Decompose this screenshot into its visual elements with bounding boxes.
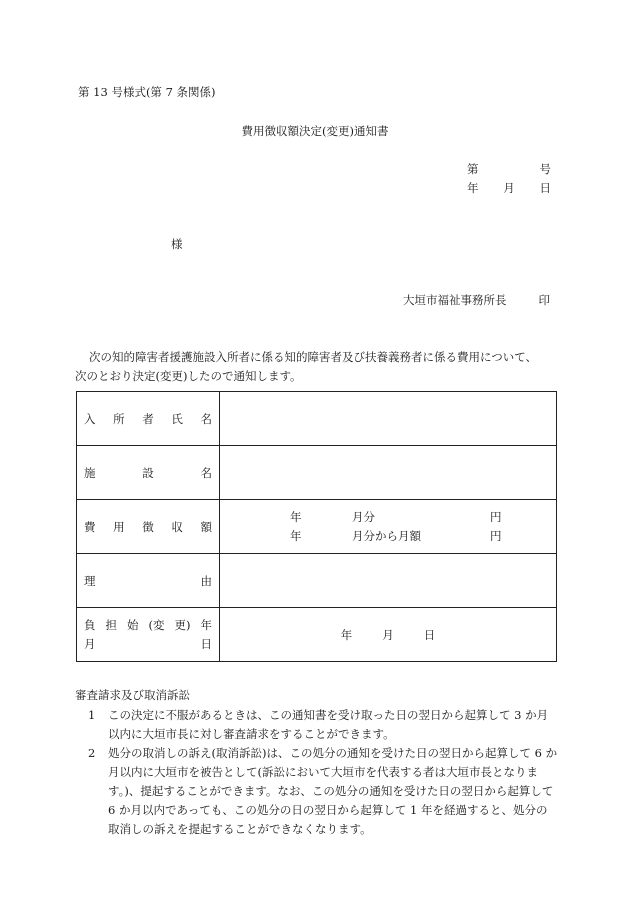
facility-name-label: 施 設 名 (84, 465, 212, 480)
table-row-reason (77, 554, 557, 608)
seal-mark: 印 (538, 293, 550, 307)
appeal-item (88, 744, 558, 839)
appeal-item (88, 706, 558, 744)
notice-body-line1: 次の知的障害者援護施設入所者に係る知的障害者及び扶養義務者に係る費用について、 (89, 350, 538, 364)
fee-row-monthly: 年 月分から月額 円 (290, 528, 502, 543)
notice-body-line2: 次のとおり決定(変更)したので通知します。 (75, 369, 302, 383)
document-number (467, 161, 551, 177)
table-row-start-date (77, 608, 557, 662)
reason-label: 理 由 (84, 573, 212, 588)
table-row-resident (77, 392, 557, 446)
start-date-label: 負 担 始 (変 更) 年 月 日 (84, 617, 212, 651)
form-number: 第 13 号様式(第 7 条関係) (78, 85, 216, 99)
fee-row-period: 年 月分 円 (290, 509, 502, 524)
fee-amount-value (220, 500, 557, 554)
appeal-item-number: 2 (88, 746, 96, 760)
document-title: 費用徴収額決定(変更)通知書 (241, 124, 389, 138)
document-number-prefix: 第 (467, 162, 479, 176)
notice-body (75, 348, 555, 386)
table-row-facility (77, 446, 557, 500)
recipient-honorific: 様 (171, 237, 183, 251)
fee-amount-label: 費 用 徴 収 額 (84, 519, 212, 534)
resident-name-label: 入 所 者 氏 名 (84, 411, 212, 426)
issuer-name: 大垣市福祉事務所長 (403, 293, 507, 307)
issue-date-month: 月 (503, 181, 515, 195)
issuer (403, 292, 550, 308)
resident-name-value (220, 392, 557, 446)
document-number-suffix: 号 (539, 162, 551, 176)
issue-date (467, 180, 551, 196)
decision-table (76, 391, 557, 662)
appeal-item-number: 1 (88, 708, 96, 722)
appeal-item-text: 処分の取消しの訴え(取消訴訟)は、この処分の通知を受けた日の翌日から起算して 6 か月以内に大垣市を被告として(訴訟において大垣市を代表する者は大垣市長となります。)、提起することができます。なお、この処分の通知を受けた日の翌日から起算して 6 か月以内であっても、この処分の日の翌日から起算して 1 年を経過すると、処分の取消しの訴えを提起することができなくなります。 (108, 746, 558, 836)
appeal-item-text: この決定に不服があるときは、この通知書を受け取った日の翌日から起算して 3 か月以内に大垣市長に対し審査請求をすることができます。 (108, 708, 549, 741)
issue-date-day: 日 (539, 181, 551, 195)
facility-name-value (220, 446, 557, 500)
issue-date-year: 年 (467, 181, 479, 195)
table-row-fee (77, 500, 557, 554)
reason-value (220, 554, 557, 608)
start-date-value: 年 月 日 (220, 608, 557, 662)
appeal-heading: 審査請求及び取消訴訟 (75, 688, 190, 702)
